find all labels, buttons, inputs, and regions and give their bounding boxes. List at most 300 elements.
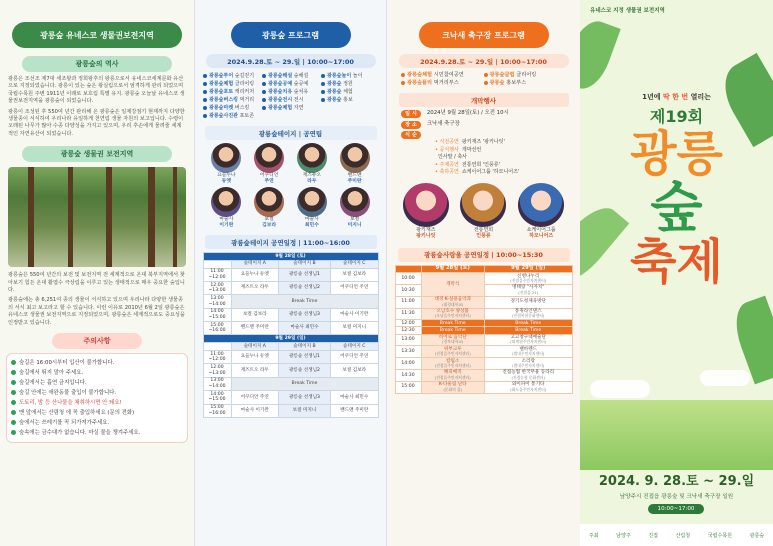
slot-cell: 밴드맨 주미란 bbox=[330, 404, 378, 417]
program-type: 체험 bbox=[341, 89, 353, 95]
note-item bbox=[11, 368, 183, 378]
cloud-decoration bbox=[590, 380, 650, 398]
cover-place: 남양주시 진접읍 광릉숲 및 크낙새 축구장 일원 bbox=[619, 494, 734, 500]
order-key: • 공식행사 bbox=[435, 146, 459, 153]
check-icon bbox=[11, 430, 16, 435]
program-type: 먹거리 bbox=[237, 97, 255, 103]
program-name: 광릉숲마켓 bbox=[209, 105, 234, 111]
check-icon bbox=[11, 370, 16, 375]
schedule-row bbox=[203, 404, 378, 417]
slot-cell bbox=[421, 296, 484, 308]
opening-order bbox=[387, 139, 580, 177]
program-name: 광릉숲사진관 bbox=[209, 113, 238, 119]
performer-name: 밴드맨 bbox=[347, 173, 362, 178]
slot-cell: 광릉숲 선생님3 bbox=[279, 391, 331, 404]
order-key: • 식전공연 bbox=[435, 139, 459, 145]
cover-title bbox=[580, 127, 773, 289]
program-type: 놀이 bbox=[351, 73, 363, 79]
photo-caption-name: 인풍류 bbox=[476, 233, 491, 240]
check-icon bbox=[11, 420, 16, 425]
performer-photo bbox=[297, 143, 327, 173]
photo-caption: 전통연희 bbox=[473, 226, 494, 233]
day-label: 9월 29일 (일) bbox=[203, 335, 378, 343]
performer-card bbox=[248, 187, 291, 229]
slot-name: 밸바렌드 bbox=[519, 346, 538, 352]
column-header-row bbox=[203, 260, 378, 268]
performer-role: 미지니 bbox=[347, 223, 362, 228]
slot-cell: 재즈트오 라두 bbox=[231, 364, 279, 377]
check-icon bbox=[11, 390, 16, 395]
photo-caption-name: 하모니어즈 bbox=[529, 233, 554, 240]
slot-cell bbox=[421, 334, 484, 346]
check-icon bbox=[11, 400, 16, 405]
program-name: 광릉숲클럽 bbox=[489, 72, 515, 78]
program-type: 포토존 bbox=[237, 113, 255, 119]
program-item bbox=[262, 88, 319, 96]
order-key: • 주제공연 bbox=[435, 161, 459, 168]
performer-card bbox=[205, 187, 248, 229]
program-item bbox=[203, 88, 260, 96]
panel1-header-text: 광릉숲 유네스코 생물권보전지역 bbox=[40, 30, 154, 40]
program-item bbox=[203, 80, 260, 88]
performer-card bbox=[333, 187, 376, 229]
sponsor-logo: 주최 bbox=[588, 532, 599, 539]
stage-column-header: 숲테이지 C bbox=[330, 343, 378, 351]
opening-row bbox=[387, 118, 580, 129]
performer-name: 보컬 bbox=[349, 217, 360, 222]
column-header-row bbox=[203, 343, 378, 351]
note-item bbox=[11, 408, 183, 418]
cover-tagline bbox=[580, 92, 773, 102]
performer-photo bbox=[211, 143, 241, 173]
slot-cell: 보컬 김보라 bbox=[231, 308, 279, 321]
performer-card bbox=[291, 143, 334, 185]
slot-cell bbox=[484, 296, 572, 308]
performer-photo bbox=[518, 183, 564, 227]
program-name: 광릉숲 bbox=[327, 89, 342, 95]
slot-name: 와이파이 통기타 bbox=[511, 382, 545, 388]
program-type: 전시 bbox=[292, 97, 304, 103]
time-cell: 14:00 ~15:00 bbox=[203, 308, 231, 321]
check-icon bbox=[11, 360, 16, 365]
forest-photo bbox=[8, 167, 186, 267]
tree-trunk bbox=[106, 167, 112, 267]
note-item bbox=[11, 378, 183, 388]
slot-cell: 마술사 최민수 bbox=[279, 322, 331, 335]
program-type: 자연 bbox=[292, 105, 304, 111]
field-program-item bbox=[484, 71, 567, 79]
stage-schedule-title: 광릉숲테이지 공연일정 | 11:00~16:00 bbox=[205, 235, 377, 249]
program-type: 캐리커처 bbox=[233, 89, 255, 95]
opening-value: 크낙새 축구장 bbox=[426, 121, 460, 127]
time-cell: 13:00 ~14:00 bbox=[203, 377, 231, 390]
performer-role: 최민수 bbox=[304, 223, 319, 228]
program-name: 광릉숲투어 bbox=[209, 73, 234, 79]
panel1-header bbox=[12, 22, 182, 48]
slot-org: (진접읍주민자치센터) bbox=[434, 374, 471, 380]
time-header bbox=[203, 260, 231, 268]
time-header bbox=[395, 265, 421, 272]
program-name: 광릉숲공예 bbox=[268, 81, 293, 87]
panel-forest-program bbox=[194, 0, 386, 546]
program-name: 광릉숲전시 bbox=[268, 97, 293, 103]
program-type: 정원 bbox=[341, 81, 353, 87]
check-icon bbox=[11, 380, 16, 385]
stage-column-header: 숲테이지 C bbox=[330, 260, 378, 268]
opening-title: 개막행사 bbox=[399, 93, 569, 107]
slot-cell bbox=[421, 346, 484, 358]
sponsor-logo: 남양주 bbox=[616, 532, 631, 539]
slot-name: 신병나누리 bbox=[517, 273, 540, 279]
bullet-icon bbox=[321, 90, 325, 94]
note-item bbox=[11, 418, 183, 428]
performer-photo bbox=[211, 187, 241, 217]
note-text: 숲에서는 쓰레기를 꼭 되가져가주세요. bbox=[19, 420, 110, 427]
slot-cell bbox=[421, 273, 484, 297]
slot-org: (진접읍주민자치센터) bbox=[434, 363, 471, 369]
bullet-icon bbox=[203, 82, 207, 86]
slot-name: 통취라인댄스 bbox=[514, 308, 542, 314]
slot-cell bbox=[484, 284, 572, 296]
reserve-text-2: 광릉숲에는 총 6,251여 종의 생물이 서식하고 있으며 우리나라 다양한 생물종의 서식 최고 보고라고 할 수 있습니다. 이런 이유로 2010년 6월 2일 광릉숲은 유네스코 생물권 보전지역으로 지정되었으며, 광릉숲은 세계적으로도 중요성을 인정받고 있습니다. bbox=[8, 297, 185, 326]
cover-time: 10:00~17:00 bbox=[648, 504, 704, 514]
time-cell: 15:00 ~16:00 bbox=[203, 404, 231, 417]
slot-org: (진접읍주민자치센터) bbox=[510, 277, 547, 283]
panel3-date: 2024.9.28.토 ~ 29.일 | 10:00~17:00 bbox=[399, 54, 569, 68]
slot-org: (진접읍주민자치센터) bbox=[434, 351, 471, 357]
slot-name: 히어로 음악단 bbox=[438, 335, 467, 341]
reserve-title: 광릉숲 생물권 보전지역 bbox=[22, 146, 172, 162]
slot-cell: 어쿠디언 주연 bbox=[330, 351, 378, 364]
panel2-header-text: 광릉숲 프로그램 bbox=[262, 30, 319, 40]
slot-org: (진접복합문화센터) bbox=[512, 313, 545, 319]
note-text: 숲속에는 금수대가 없습니다. 마실 물을 챙겨주세요. bbox=[19, 430, 141, 437]
performer-role: 김보라 bbox=[262, 223, 277, 228]
program-item bbox=[262, 72, 319, 80]
performer-photo-card bbox=[518, 183, 564, 240]
schedule-row bbox=[203, 281, 378, 294]
program-name: 광릉숲 bbox=[489, 80, 505, 86]
slot-cell: 마술사 이기완 bbox=[231, 404, 279, 417]
bullet-icon bbox=[262, 106, 266, 110]
schedule-row bbox=[203, 351, 378, 364]
tagline-pre: 1년에 bbox=[642, 93, 663, 101]
performer-card bbox=[291, 187, 334, 229]
slot-cell bbox=[484, 346, 572, 358]
cover-top-tag: 유네스코 지정 생물권 보전지역 bbox=[590, 8, 665, 14]
opening-row bbox=[387, 129, 580, 139]
sponsor-logo: 국립수목원 bbox=[707, 532, 732, 539]
slot-cell bbox=[484, 334, 572, 346]
note-item bbox=[11, 398, 183, 408]
note-item bbox=[11, 388, 183, 398]
schedule-row bbox=[395, 346, 572, 358]
slot-cell: 마술사 이기완 bbox=[330, 308, 378, 321]
opening-label: 장 소 bbox=[401, 121, 421, 129]
cover-title-line2: 숲 bbox=[650, 176, 703, 239]
performer-card bbox=[333, 143, 376, 185]
time-cell: 11:00 ~12:00 bbox=[203, 351, 231, 364]
field-schedule-table bbox=[395, 265, 573, 394]
program-type: 버스킹 bbox=[233, 105, 250, 111]
sponsor-logos bbox=[580, 524, 773, 546]
performer-photo bbox=[340, 143, 370, 173]
program-name: 광릉숲치유 bbox=[268, 89, 293, 95]
history-text: 광릉은 조선조 제7대 세조왕과 정희왕후의 왕릉으로서 유네스코세계문화 유산으로 지정되었습니다. 광릉이 있는 숲은 왕실림으로서 엄격하게 관리 되었으며 국립수목원 주변 1911년 이래로 보호림 특별 유지. 광릉숲 오늘날 유네스코 생물권보전지역을 광릉숲이 되었습니다. bbox=[8, 76, 185, 105]
history-text-2: 광릉이 조성된 후 550여 년간 관리해 온 광릉숲은 일제강점기 현재까지 다양한 생물종이 서식하여 우리나라 유일하게 천연림 생물 자원의 보고입니다. 수령이 오래된 나무가 많아 수종 다양성을 가지고 있으며, 우리 후손에게 물려줄 세계적인 자연유산이 되었습니다. bbox=[8, 108, 185, 137]
slot-name: 개막식 bbox=[446, 281, 460, 287]
program-type: 먹거리부스 bbox=[432, 80, 459, 86]
slot-org: (별내주민자치센터) bbox=[512, 351, 545, 357]
schedule-row bbox=[203, 268, 378, 281]
performer-role: 듀엣 bbox=[221, 179, 232, 184]
field-schedule-title: 광릉숲사랑울 공연일정 | 10:00~15:30 bbox=[398, 248, 570, 262]
slot-name: 명태랑 "사자치" bbox=[512, 285, 545, 291]
bullet-icon bbox=[321, 82, 325, 86]
bullet-icon bbox=[321, 98, 325, 102]
schedule-row bbox=[395, 358, 572, 370]
performer-name: 요들누나 bbox=[217, 173, 236, 178]
slot-name: 칼림소 bbox=[446, 358, 460, 364]
time-cell: 10:30 bbox=[395, 284, 421, 296]
note-text: 숲길에서 뛰지 말아 주세요. bbox=[19, 370, 84, 377]
program-item bbox=[203, 72, 260, 80]
schedule-row bbox=[203, 322, 378, 335]
slot-cell: 요들누나 듀엣 bbox=[231, 268, 279, 281]
slot-org: (진접농협 문화센터) bbox=[511, 374, 545, 380]
stage-title: 광릉숲테이지 | 공연팀 bbox=[205, 126, 377, 140]
photo-caption: 팡키재즈 bbox=[416, 226, 436, 233]
slot-cell: 어쿠디언 주연 bbox=[231, 391, 279, 404]
performer-photo bbox=[403, 183, 449, 227]
break-cell: Break Time bbox=[421, 327, 484, 334]
bullet-icon bbox=[262, 74, 266, 78]
opening-info bbox=[387, 107, 580, 139]
slot-name: 경기도청제육방단 bbox=[510, 299, 546, 305]
slot-org: (대경대학교) bbox=[442, 301, 464, 307]
panel2-header bbox=[231, 22, 351, 48]
sponsor-logo: 산림청 bbox=[675, 532, 691, 539]
note-text: 숲길에서는 흡연 금지입니다. bbox=[19, 380, 87, 387]
program-item bbox=[203, 104, 260, 112]
field-program-item bbox=[401, 71, 484, 79]
opening-row bbox=[387, 107, 580, 118]
program-item bbox=[262, 96, 319, 104]
order-value: 전통연희 '인풍류' bbox=[461, 161, 501, 168]
program-name: 광릉숲플리 bbox=[407, 80, 433, 86]
performer-photo-card bbox=[460, 183, 506, 240]
stage-column-header: 숲테이지 A bbox=[231, 260, 279, 268]
performer-grid bbox=[195, 140, 386, 229]
break-cell: Break Time bbox=[421, 320, 484, 327]
break-cell: Break Time bbox=[231, 295, 378, 308]
notes-list bbox=[6, 353, 188, 443]
slot-cell: 어쿠디언 주연 bbox=[330, 281, 378, 294]
schedule-row bbox=[395, 273, 572, 285]
time-cell: 15:00 bbox=[395, 381, 421, 393]
slot-name: 해피메직 bbox=[443, 370, 462, 376]
performer-photo bbox=[254, 187, 284, 217]
note-item bbox=[11, 358, 183, 368]
time-cell: 12:00 ~13:00 bbox=[203, 281, 231, 294]
slot-name: 고고창구대예술단 bbox=[510, 335, 546, 341]
slot-cell: 광릉숲 선생님3 bbox=[279, 308, 331, 321]
slot-cell bbox=[484, 358, 572, 370]
schedule-row bbox=[395, 327, 572, 334]
photo-caption: 쇼케이어그룹 bbox=[526, 226, 556, 233]
time-cell: 14:00 ~15:00 bbox=[203, 391, 231, 404]
order-value: 쇼케이어그룹 '하모니어즈' bbox=[461, 169, 520, 176]
stage-schedule-table bbox=[203, 252, 379, 418]
schedule-row bbox=[395, 320, 572, 327]
performer-photo bbox=[297, 187, 327, 217]
slot-org: (진접읍 21) bbox=[518, 289, 539, 295]
field-program-list bbox=[387, 68, 580, 87]
opening-value: 2024년 9월 28일(토) / 오전 10시 bbox=[426, 110, 509, 116]
check-icon bbox=[11, 410, 16, 415]
day-row bbox=[203, 335, 378, 343]
slot-org: (퇴계원주민자치센터) bbox=[510, 339, 547, 345]
stage-column-header: 숲테이지 B bbox=[279, 260, 331, 268]
program-item bbox=[321, 88, 378, 96]
slot-cell: 보컬 김보라 bbox=[330, 364, 378, 377]
panel-reserve-info bbox=[0, 0, 194, 546]
schedule-row bbox=[395, 381, 572, 393]
slot-cell bbox=[484, 308, 572, 320]
opening-label: 식 순 bbox=[401, 131, 421, 139]
order-value: 개막선언 bbox=[461, 146, 482, 153]
slot-cell: 보컬 미지니 bbox=[330, 322, 378, 335]
slot-cell: 광릉숲 선생님1 bbox=[279, 268, 331, 281]
opening-label: 일 시 bbox=[401, 110, 421, 118]
cloud-decoration bbox=[700, 370, 750, 386]
stage-column-header: 숲테이지 A bbox=[231, 343, 279, 351]
panel-cover bbox=[580, 0, 773, 546]
program-name: 광릉숲해설 bbox=[268, 73, 293, 79]
slot-cell bbox=[421, 381, 484, 393]
slot-name: 오남호수 양상불 bbox=[436, 308, 469, 314]
slot-cell bbox=[421, 370, 484, 382]
slot-name: 대경 K-실용음악과 bbox=[434, 297, 472, 303]
bullet-icon bbox=[484, 81, 488, 85]
program-name: 광릉숲 bbox=[327, 97, 342, 103]
program-item bbox=[321, 96, 378, 104]
note-text: 숲길은 16:00시부터 입산이 불가합니다. bbox=[19, 360, 115, 367]
schedule-row bbox=[203, 295, 378, 308]
field-program-item bbox=[401, 79, 484, 87]
performer-card bbox=[248, 143, 291, 185]
program-name: 광릉숲 bbox=[327, 81, 342, 87]
time-cell: 14:30 bbox=[395, 370, 421, 382]
slot-cell: 보컬 김보라 bbox=[330, 268, 378, 281]
tree-trunk bbox=[28, 167, 34, 267]
program-name: 광릉숲버스킹 bbox=[209, 97, 238, 103]
program-name: 광릉숲포토 bbox=[209, 89, 234, 95]
slot-cell: 마술사 최민수 bbox=[330, 391, 378, 404]
notes-title: 주의사항 bbox=[52, 333, 142, 349]
performer-name: 마술사 bbox=[219, 217, 234, 222]
sponsor-logo: 광릉숲 bbox=[749, 532, 765, 539]
schedule-row bbox=[203, 377, 378, 390]
break-cell: Break Time bbox=[231, 377, 378, 390]
performer-name: 마술사 bbox=[304, 217, 319, 222]
slot-cell: 광릉숲 선생님1 bbox=[279, 351, 331, 364]
cover-date: 2024. 9. 28.토 ~ 29.일 bbox=[598, 474, 755, 489]
time-header bbox=[203, 343, 231, 351]
program-type: 숲길걷기 bbox=[233, 73, 255, 79]
slot-cell: 요들누나 듀엣 bbox=[231, 351, 279, 364]
bullet-icon bbox=[484, 73, 488, 77]
panel2-date: 2024.9.28.토 ~ 29.일 | 10:00~17:00 bbox=[206, 54, 376, 68]
performer-role: 주미란 bbox=[347, 179, 362, 184]
schedule-row bbox=[395, 370, 572, 382]
order-item bbox=[435, 154, 566, 162]
slot-org: (별내주민자치센터) bbox=[512, 363, 545, 369]
panel3-header-text: 크낙새 축구장 프로그램 bbox=[442, 30, 525, 40]
tree-trunk bbox=[173, 167, 177, 267]
program-name: 광릉숲체험 bbox=[407, 72, 433, 78]
sponsor-logo: 진접 bbox=[648, 532, 658, 539]
program-type: 숲해설 bbox=[292, 73, 309, 79]
program-type: 숲공예 bbox=[292, 81, 309, 87]
performer-name: 어쿠디언 bbox=[259, 173, 279, 178]
stage-column-header: 숲테이지 B bbox=[279, 343, 331, 351]
bullet-icon bbox=[203, 106, 207, 110]
performer-photo bbox=[254, 143, 284, 173]
slot-cell: 광릉숲 선생님2 bbox=[279, 281, 331, 294]
note-text: 숲길 안에는 애완동물 출입이 불가합니다. bbox=[19, 390, 117, 397]
cover-title-line3: 축제 bbox=[630, 234, 723, 290]
schedule-row bbox=[203, 391, 378, 404]
bullet-icon bbox=[203, 90, 207, 94]
slot-cell bbox=[484, 381, 572, 393]
program-item bbox=[262, 104, 319, 112]
program-item bbox=[321, 72, 378, 80]
bullet-icon bbox=[203, 114, 207, 118]
time-cell: 12:30 bbox=[395, 327, 421, 334]
schedule-row bbox=[203, 308, 378, 321]
time-cell: 14:00 bbox=[395, 358, 421, 370]
cover-title-line1: 광릉 bbox=[630, 126, 723, 182]
performer-photo bbox=[460, 183, 506, 227]
note-text: 맨 앞에서는 산림청 에 꼭 출입하세요 (문의 전화) bbox=[19, 410, 135, 417]
leaf-decoration bbox=[580, 15, 621, 94]
performer-photo-card bbox=[403, 183, 449, 240]
field-program-item bbox=[484, 79, 567, 87]
tree-trunk bbox=[68, 167, 73, 267]
order-item bbox=[435, 139, 566, 147]
opening-performer-photos bbox=[387, 177, 580, 240]
performer-role: 주연 bbox=[264, 179, 274, 184]
program-name: 광릉숲놀이 bbox=[327, 73, 352, 79]
order-value: 팡키재즈 '팡키나잇' bbox=[461, 139, 505, 145]
cover-edition: 제19회 bbox=[649, 107, 704, 126]
program-type: 홍보부스 bbox=[504, 80, 527, 86]
schedule-row bbox=[395, 308, 572, 320]
slot-cell: 보컬 미지니 bbox=[279, 404, 331, 417]
slot-cell bbox=[484, 273, 572, 285]
performer-role: 라두 bbox=[307, 179, 317, 184]
performer-name: 재즈퓨오 bbox=[302, 173, 322, 178]
photo-caption-name: 팡키나잇 bbox=[416, 233, 436, 240]
program-type: 클리어링 bbox=[233, 81, 255, 87]
panel3-header bbox=[419, 22, 549, 48]
break-cell: Break Time bbox=[484, 327, 572, 334]
slot-name: 위부크루 bbox=[443, 346, 462, 352]
bullet-icon bbox=[262, 98, 266, 102]
bullet-icon bbox=[321, 74, 325, 78]
slot-cell bbox=[421, 308, 484, 320]
